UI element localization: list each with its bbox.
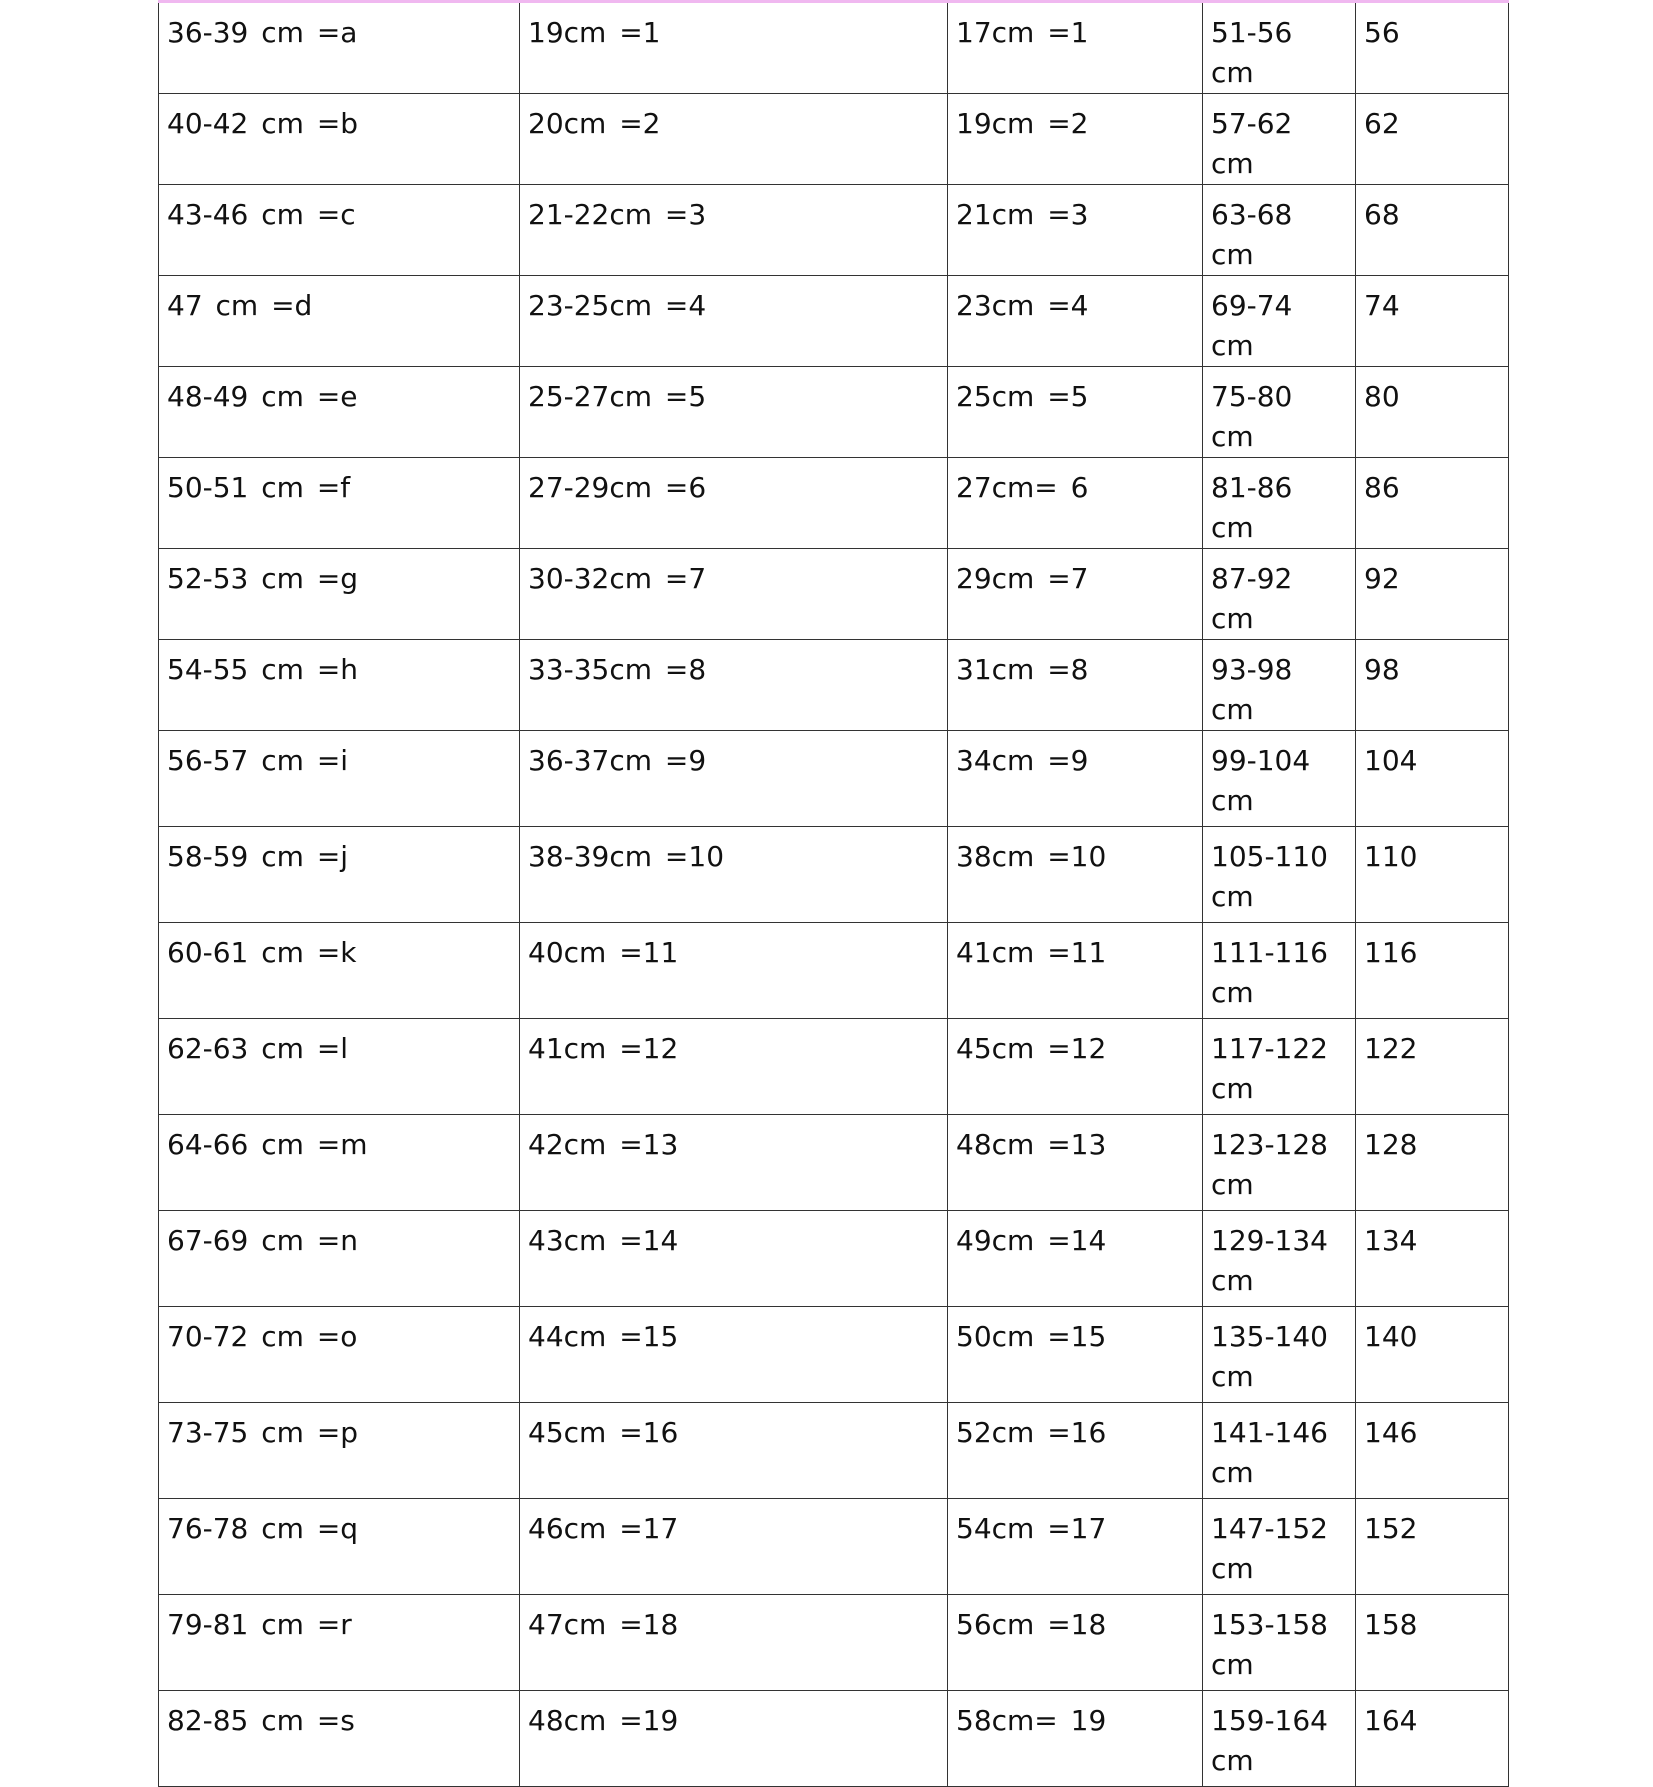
height-range-cell: 153-158 cm xyxy=(1203,1595,1356,1691)
table-row xyxy=(159,1691,1509,1787)
letter-size-cell: 40-42 cm =b xyxy=(159,94,520,185)
table-row xyxy=(159,2,1509,94)
height-range-cell: 117-122 cm xyxy=(1203,1019,1356,1115)
number-size-b-cell: 52cm =16 xyxy=(948,1403,1203,1499)
letter-size-cell: 50-51 cm =f xyxy=(159,458,520,549)
height-range-cell: 129-134 cm xyxy=(1203,1211,1356,1307)
size-chart-body xyxy=(159,2,1509,1787)
height-range-cell: 147-152 cm xyxy=(1203,1499,1356,1595)
size-value-cell: 164 xyxy=(1356,1691,1509,1787)
number-size-b-cell: 38cm =10 xyxy=(948,827,1203,923)
table-row xyxy=(159,923,1509,1019)
number-size-a-cell: 25-27cm =5 xyxy=(520,367,948,458)
size-value-cell: 56 xyxy=(1356,2,1509,94)
number-size-a-cell: 27-29cm =6 xyxy=(520,458,948,549)
height-range-cell: 63-68 cm xyxy=(1203,185,1356,276)
number-size-a-cell: 23-25cm =4 xyxy=(520,276,948,367)
size-value-cell: 80 xyxy=(1356,367,1509,458)
letter-size-cell: 64-66 cm =m xyxy=(159,1115,520,1211)
number-size-a-cell: 21-22cm =3 xyxy=(520,185,948,276)
letter-size-cell: 36-39 cm =a xyxy=(159,2,520,94)
size-chart-table xyxy=(158,0,1509,1787)
number-size-b-cell: 50cm =15 xyxy=(948,1307,1203,1403)
number-size-b-cell: 21cm =3 xyxy=(948,185,1203,276)
size-value-cell: 116 xyxy=(1356,923,1509,1019)
table-row xyxy=(159,827,1509,923)
number-size-a-cell: 30-32cm =7 xyxy=(520,549,948,640)
size-value-cell: 110 xyxy=(1356,827,1509,923)
number-size-a-cell: 43cm =14 xyxy=(520,1211,948,1307)
letter-size-cell: 79-81 cm =r xyxy=(159,1595,520,1691)
number-size-a-cell: 41cm =12 xyxy=(520,1019,948,1115)
number-size-b-cell: 17cm =1 xyxy=(948,2,1203,94)
height-range-cell: 105-110 cm xyxy=(1203,827,1356,923)
number-size-b-cell: 29cm =7 xyxy=(948,549,1203,640)
height-range-cell: 51-56 cm xyxy=(1203,2,1356,94)
size-value-cell: 98 xyxy=(1356,640,1509,731)
height-range-cell: 111-116 cm xyxy=(1203,923,1356,1019)
number-size-a-cell: 47cm =18 xyxy=(520,1595,948,1691)
size-value-cell: 86 xyxy=(1356,458,1509,549)
height-range-cell: 69-74 cm xyxy=(1203,276,1356,367)
letter-size-cell: 73-75 cm =p xyxy=(159,1403,520,1499)
letter-size-cell: 43-46 cm =c xyxy=(159,185,520,276)
number-size-a-cell: 33-35cm =8 xyxy=(520,640,948,731)
number-size-a-cell: 38-39cm =10 xyxy=(520,827,948,923)
size-value-cell: 104 xyxy=(1356,731,1509,827)
size-value-cell: 134 xyxy=(1356,1211,1509,1307)
size-value-cell: 74 xyxy=(1356,276,1509,367)
letter-size-cell: 60-61 cm =k xyxy=(159,923,520,1019)
number-size-a-cell: 45cm =16 xyxy=(520,1403,948,1499)
height-range-cell: 87-92 cm xyxy=(1203,549,1356,640)
table-row xyxy=(159,549,1509,640)
letter-size-cell: 67-69 cm =n xyxy=(159,1211,520,1307)
letter-size-cell: 48-49 cm =e xyxy=(159,367,520,458)
number-size-b-cell: 54cm =17 xyxy=(948,1499,1203,1595)
height-range-cell: 75-80 cm xyxy=(1203,367,1356,458)
size-value-cell: 140 xyxy=(1356,1307,1509,1403)
letter-size-cell: 76-78 cm =q xyxy=(159,1499,520,1595)
number-size-a-cell: 42cm =13 xyxy=(520,1115,948,1211)
size-value-cell: 146 xyxy=(1356,1403,1509,1499)
table-row xyxy=(159,1499,1509,1595)
table-row xyxy=(159,94,1509,185)
height-range-cell: 81-86 cm xyxy=(1203,458,1356,549)
height-range-cell: 159-164 cm xyxy=(1203,1691,1356,1787)
size-value-cell: 152 xyxy=(1356,1499,1509,1595)
number-size-a-cell: 40cm =11 xyxy=(520,923,948,1019)
number-size-b-cell: 45cm =12 xyxy=(948,1019,1203,1115)
letter-size-cell: 62-63 cm =l xyxy=(159,1019,520,1115)
table-row xyxy=(159,185,1509,276)
size-value-cell: 92 xyxy=(1356,549,1509,640)
number-size-b-cell: 34cm =9 xyxy=(948,731,1203,827)
number-size-b-cell: 23cm =4 xyxy=(948,276,1203,367)
height-range-cell: 57-62 cm xyxy=(1203,94,1356,185)
table-row xyxy=(159,1403,1509,1499)
table-row xyxy=(159,1211,1509,1307)
number-size-b-cell: 27cm= 6 xyxy=(948,458,1203,549)
height-range-cell: 141-146 cm xyxy=(1203,1403,1356,1499)
number-size-b-cell: 19cm =2 xyxy=(948,94,1203,185)
table-row xyxy=(159,458,1509,549)
letter-size-cell: 82-85 cm =s xyxy=(159,1691,520,1787)
height-range-cell: 123-128 cm xyxy=(1203,1115,1356,1211)
number-size-b-cell: 56cm =18 xyxy=(948,1595,1203,1691)
size-value-cell: 122 xyxy=(1356,1019,1509,1115)
table-row xyxy=(159,1595,1509,1691)
letter-size-cell: 70-72 cm =o xyxy=(159,1307,520,1403)
letter-size-cell: 56-57 cm =i xyxy=(159,731,520,827)
number-size-a-cell: 48cm =19 xyxy=(520,1691,948,1787)
table-row xyxy=(159,731,1509,827)
table-row xyxy=(159,1307,1509,1403)
number-size-b-cell: 31cm =8 xyxy=(948,640,1203,731)
table-row xyxy=(159,640,1509,731)
letter-size-cell: 47 cm =d xyxy=(159,276,520,367)
number-size-a-cell: 20cm =2 xyxy=(520,94,948,185)
height-range-cell: 135-140 cm xyxy=(1203,1307,1356,1403)
number-size-a-cell: 44cm =15 xyxy=(520,1307,948,1403)
table-row xyxy=(159,1115,1509,1211)
height-range-cell: 99-104 cm xyxy=(1203,731,1356,827)
number-size-b-cell: 48cm =13 xyxy=(948,1115,1203,1211)
number-size-b-cell: 25cm =5 xyxy=(948,367,1203,458)
table-row xyxy=(159,1019,1509,1115)
size-value-cell: 68 xyxy=(1356,185,1509,276)
number-size-a-cell: 46cm =17 xyxy=(520,1499,948,1595)
size-value-cell: 62 xyxy=(1356,94,1509,185)
letter-size-cell: 52-53 cm =g xyxy=(159,549,520,640)
letter-size-cell: 54-55 cm =h xyxy=(159,640,520,731)
table-row xyxy=(159,367,1509,458)
number-size-b-cell: 49cm =14 xyxy=(948,1211,1203,1307)
letter-size-cell: 58-59 cm =j xyxy=(159,827,520,923)
table-row xyxy=(159,276,1509,367)
size-value-cell: 158 xyxy=(1356,1595,1509,1691)
number-size-b-cell: 41cm =11 xyxy=(948,923,1203,1019)
number-size-b-cell: 58cm= 19 xyxy=(948,1691,1203,1787)
number-size-a-cell: 36-37cm =9 xyxy=(520,731,948,827)
size-value-cell: 128 xyxy=(1356,1115,1509,1211)
number-size-a-cell: 19cm =1 xyxy=(520,2,948,94)
height-range-cell: 93-98 cm xyxy=(1203,640,1356,731)
